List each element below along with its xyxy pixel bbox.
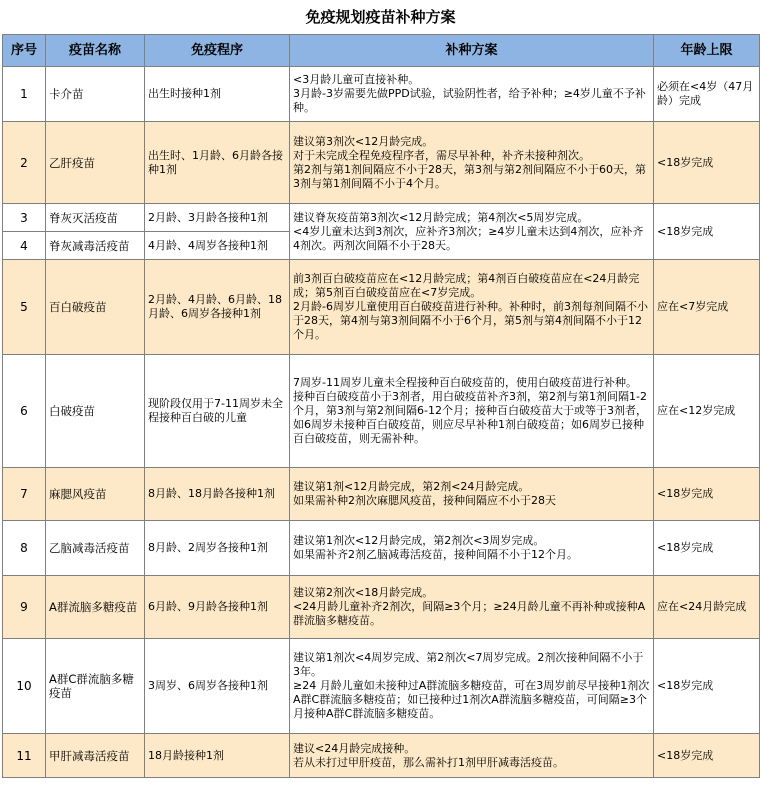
age-limit-cell: <18岁完成: [654, 639, 760, 734]
header-age-limit: 年龄上限: [654, 35, 760, 67]
header-plan: 补种方案: [290, 35, 654, 67]
schedule-cell: 出生时接种1剂: [145, 67, 290, 122]
vaccine-name: 乙脑减毒活疫苗: [46, 521, 145, 576]
plan-line: 如果需补齐2剂乙脑减毒活疫苗，接种间隔不小于12个月。: [293, 548, 578, 561]
plan-line: 如果需补种2剂次麻腮风疫苗，接种间隔应不小于28天: [293, 494, 556, 507]
schedule-cell: 8月龄、18月龄各接种1剂: [145, 468, 290, 521]
age-limit-cell: <18岁完成: [654, 468, 760, 521]
vaccine-name: 甲肝减毒活疫苗: [46, 734, 145, 778]
plan-line: 建议第1剂<12月龄完成，第2剂<24月龄完成。: [293, 480, 530, 493]
header-no: 序号: [3, 35, 46, 67]
age-limit-cell-polio: <18岁完成: [654, 204, 760, 260]
page-title: 免疫规划疫苗补种方案: [305, 8, 456, 26]
row-no: 2: [3, 122, 46, 204]
schedule-cell: 2月龄、3月龄各接种1剂: [145, 204, 290, 232]
plan-line: 3月龄-3岁需要先做PPD试验，试验阴性者，给予补种；≥4岁儿童不予补种。: [293, 87, 646, 114]
schedule-cell: 4月龄、4周岁各接种1剂: [145, 232, 290, 260]
schedule-cell: 2月龄、4月龄、6月龄、18月龄、6周岁各接种1剂: [145, 260, 290, 355]
schedule-cell: 18月龄接种1剂: [145, 734, 290, 778]
vaccine-name: 百白破疫苗: [46, 260, 145, 355]
age-limit-cell: 应在<24月龄完成: [654, 576, 760, 639]
plan-line: <3月龄儿童可直接补种。: [293, 73, 420, 86]
vaccine-name: 脊灰灭活疫苗: [46, 204, 145, 232]
header-vaccine: 疫苗名称: [46, 35, 145, 67]
vaccine-name: 卡介苗: [46, 67, 145, 122]
vaccine-name: A群C群流脑多糖疫苗: [46, 639, 145, 734]
age-limit-cell: 必须在<4岁（47月龄）完成: [654, 67, 760, 122]
age-limit-cell: <18岁完成: [654, 122, 760, 204]
table-row: [3, 639, 760, 734]
plan-line: <24月龄儿童补齐2剂次，间隔≥3个月；≥24月龄儿童不再补种或接种A群流脑多糖疫苗。: [293, 600, 646, 627]
catch-up-vaccination-table: [2, 34, 760, 778]
schedule-cell: 8月龄、2周岁各接种1剂: [145, 521, 290, 576]
table-row: [3, 468, 760, 521]
table-row: [3, 355, 760, 468]
plan-cell: [290, 122, 654, 204]
row-no: 10: [3, 639, 46, 734]
table-row: [3, 734, 760, 778]
vaccine-name: A群流脑多糖疫苗: [46, 576, 145, 639]
table-row: [3, 122, 760, 204]
plan-line: 建议第3剂次<12月龄完成。: [293, 134, 434, 148]
plan-line: 前3剂百白破疫苗应在<12月龄完成；第4剂百白破疫苗应在<24月龄完成；第5剂百白破疫苗应在<7岁完成。: [293, 272, 640, 299]
plan-line: 建议第1剂次<12月龄完成，第2剂次<3周岁完成。: [293, 534, 545, 547]
row-no: 3: [3, 204, 46, 232]
table-row: [3, 521, 760, 576]
age-limit-cell: <18岁完成: [654, 734, 760, 778]
schedule-cell: 现阶段仅用于7-11周岁未全程接种百白破的儿童: [145, 355, 290, 468]
plan-line: 2月龄-6周岁儿童使用百白破疫苗进行补种。补种时，前3剂每剂间隔不小于28天，第4剂与第3剂间隔不小于6个月，第5剂与第4剂间隔不小于12个月。: [293, 300, 648, 341]
plan-line: 7周岁-11周岁儿童未全程接种百白破疫苗的，使用白破疫苗进行补种。: [293, 376, 637, 389]
row-no: 1: [3, 67, 46, 122]
plan-cell: [290, 639, 654, 734]
plan-line: 建议脊灰疫苗第3剂次<12月龄完成；第4剂次<5周岁完成。: [293, 210, 589, 224]
plan-cell: [290, 521, 654, 576]
plan-line: ≥24 月龄儿童如未接种过A群流脑多糖疫苗，可在3周岁前尽早接种1剂次A群C群流脑多糖疫苗；如已接种过1剂次A群流脑多糖疫苗，可间隔≥3个月接种A群C群流脑多糖疫苗。: [293, 679, 650, 720]
row-no: 9: [3, 576, 46, 639]
plan-cell: [290, 355, 654, 468]
schedule-cell: 出生时、1月龄、6月龄各接种1剂: [145, 122, 290, 204]
plan-cell-polio: [290, 204, 654, 260]
plan-line: 第2剂与第1剂间隔应不小于28天，第3剂与第2剂间隔应不小于60天，第3剂与第1剂间隔不小于4个月。: [293, 162, 646, 190]
plan-line: <4岁儿童未达到3剂次，应补齐3剂次；≥4岁儿童未达到4剂次，应补齐4剂次。两剂次间隔不小于28天。: [293, 224, 644, 252]
plan-line: 接种百白破疫苗小于3剂者，用白破疫苗补齐3剂，第2剂与第1剂间隔1-2个月，第3剂与第2剂间隔6-12个月；接种百白破疫苗大于或等于3剂者，如6周岁未接种百白破疫苗，则应尽早补种1剂白破疫苗；如6周岁已接种百白破疫苗，则无需补种。: [293, 390, 647, 445]
plan-cell: [290, 576, 654, 639]
plan-cell: [290, 67, 654, 122]
row-no: 11: [3, 734, 46, 778]
plan-line: 建议第2剂次<18月龄完成。: [293, 586, 434, 599]
row-no: 5: [3, 260, 46, 355]
table-row: [3, 204, 760, 232]
vaccine-name: 白破疫苗: [46, 355, 145, 468]
plan-line: 对于未完成全程免疫程序者，需尽早补种，补齐未接种剂次。: [293, 148, 590, 162]
table-row: [3, 67, 760, 122]
header-schedule: 免疫程序: [145, 35, 290, 67]
age-limit-cell: 应在<7岁完成: [654, 260, 760, 355]
vaccine-name: 麻腮风疫苗: [46, 468, 145, 521]
table-row: [3, 576, 760, 639]
age-limit-cell: 应在<12岁完成: [654, 355, 760, 468]
vaccine-name: 乙肝疫苗: [46, 122, 145, 204]
table-row: [3, 260, 760, 355]
schedule-cell: 3周岁、6周岁各接种1剂: [145, 639, 290, 734]
row-no: 8: [3, 521, 46, 576]
age-limit-cell: <18岁完成: [654, 521, 760, 576]
table-header-row: [3, 35, 760, 67]
plan-line: 若从未打过甲肝疫苗，那么需补打1剂甲肝减毒活疫苗。: [293, 755, 564, 769]
vaccine-name: 脊灰减毒活疫苗: [46, 232, 145, 260]
plan-line: 建议第1剂次<4周岁完成、第2剂次<7周岁完成。2剂次接种间隔不小于3年。: [293, 651, 644, 678]
plan-cell: [290, 734, 654, 778]
plan-cell: [290, 468, 654, 521]
row-no: 6: [3, 355, 46, 468]
plan-cell: [290, 260, 654, 355]
schedule-cell: 6月龄、9月龄各接种1剂: [145, 576, 290, 639]
row-no: 7: [3, 468, 46, 521]
row-no: 4: [3, 232, 46, 260]
plan-line: 建议<24月龄完成接种。: [293, 741, 416, 755]
